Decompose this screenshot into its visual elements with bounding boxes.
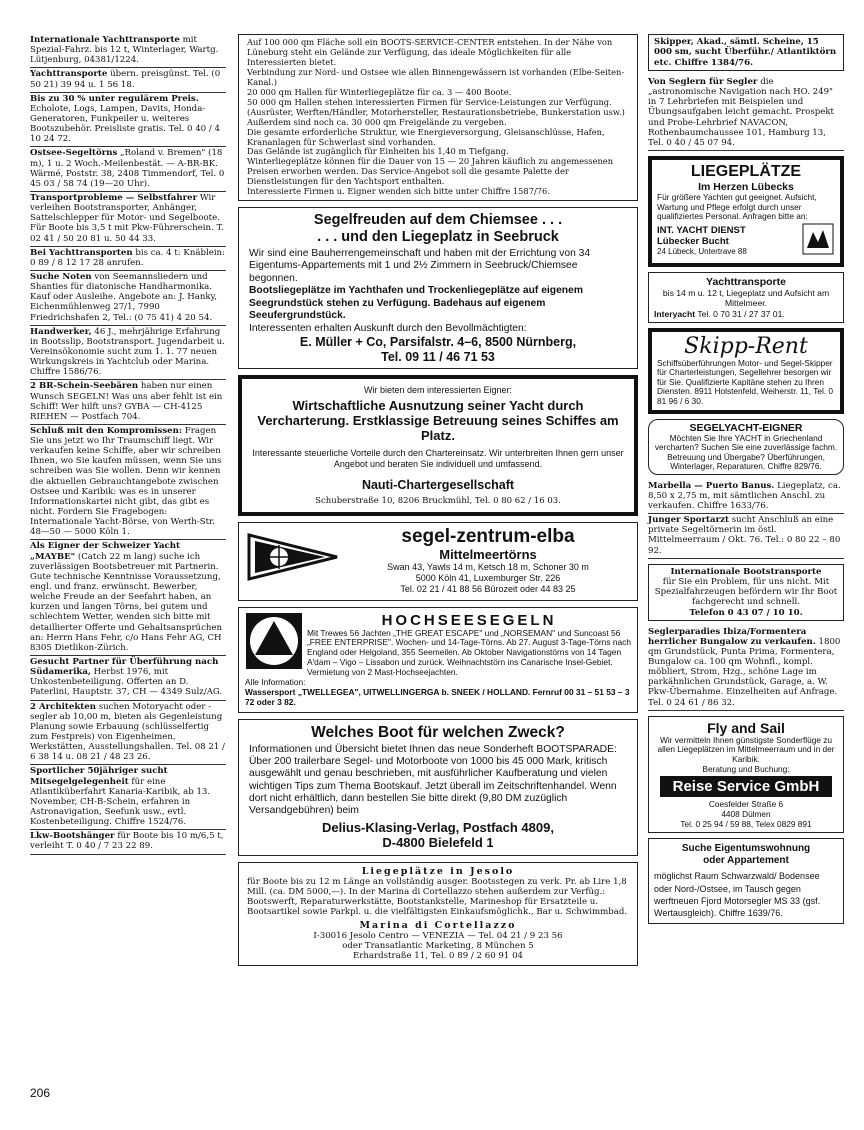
classified-body: Wir verleihen Bootstransporter, Anhänger, Sattelschlepper für Motor- und Segelboote. Für Boote bis 3,5 t mit Pkw-Führerschein. T. 02 41 / 50 20 81 u. 50 44 33.: [30, 192, 224, 244]
skipprent-logo: Skipp-Rent: [684, 333, 808, 359]
flysail-title: Fly and Sail: [707, 719, 785, 736]
ibiza-lead: Seglerparadies Ibiza/Formentera herrlicher Bungalow zu verkaufen.: [648, 626, 816, 647]
classified-body: „Roland v. Bremen" (18 m), 1 u. 2 Woch.-Meilenbestät. — A-BR-BK. Wärmé, Poststr. 38, 2408 Timmendorf, Tel. 0 45 03 / 58 74 (19—20 Uhr).: [30, 148, 225, 189]
classified-ad: [30, 192, 226, 247]
sportarzt-body: sucht Anschluß an eine private Segeltörnerin im östl. Mittelmeerraum / Okt. 76. Tel.: 0 80 22 – 80 92.: [648, 515, 841, 556]
classified-ad: [30, 326, 226, 381]
elba-boats: Swan 43, Yawls 14 m, Ketsch 18 m, Schoner 30 m: [387, 561, 589, 572]
fly-and-sail-ad: [648, 716, 844, 834]
liegeplaetze-luebeck-ad: [648, 156, 844, 267]
classified-ad: [30, 656, 226, 701]
service-center-line: (Ausrüster, Werften/Händler, Motorhersteller, Restaurationsbetriebe, Bunkerstation usw.): [247, 106, 625, 117]
segelyacht-eigner-ad: [648, 419, 844, 475]
chiemsee-subtitle: . . . und den Liegeplatz in Seebruck: [317, 228, 559, 245]
yachttransporte-title: Yachttransporte: [706, 275, 786, 288]
elba-title: segel-zentrum-elba: [401, 525, 575, 547]
classified-lead: Transportprobleme — Selbstfahrer: [30, 192, 198, 203]
classified-lead: 2 Architekten: [30, 701, 96, 712]
jesolo-line1: I-30016 Jesolo Centro — VENEZIA — Tel. 04 21 / 9 23 56: [313, 930, 563, 941]
service-center-line: Auf 100 000 qm Fläche soll ein BOOTS-SERVICE-CENTER entstehen. In der Nähe von Lüneburg steht ein Gelände zur Verfügung, das ideale Möglichkeiten für alle Interessierten bietet.: [247, 37, 613, 67]
service-center-line: 50 000 qm Hallen stehen interessierten Firmen für Service-Leistungen zur Verfügung.: [247, 96, 612, 107]
bootsparade-body: Informationen und Übersicht bietet Ihnen das neue Sonderheft BOOTSPARADE: Über 200 trailerbare Segel- und Motorboote von 1000 bis 45 000 Mark, kritisch ausgewählt und genau beschrieben, mit ausführlicher Kaufberatung und vielen wichtigen Tips zum Thema Bootskauf. Jetzt überall im Zeitschriftenhandel. Wenn dort nicht erhältlich, dann bestellen Sie bitte direkt (9,80 DM zuzüglich Versandgebühren) beim: [249, 743, 617, 817]
page-number: 206: [30, 1086, 51, 1100]
service-center-line: Außerdem sind noch ca. 30 000 qm Freigelände zu vergeben.: [247, 116, 507, 127]
sportarzt-ad: [648, 514, 844, 559]
nauti-intro: Wir bieten dem interessierten Eigner:: [363, 385, 513, 396]
publisher-name: Delius-Klasing-Verlag, Postfach 4809,: [322, 819, 554, 835]
classified-ad: [30, 701, 226, 766]
classified-lead: Ostsee-Segeltörns: [30, 148, 118, 159]
intl-transport-body: für Sie ein Problem, für uns nicht. Mit Spezialfahrzeugen befördern wir Ihr Boot fachgerecht und schnell.: [654, 576, 838, 608]
liegeplaetze-body: Für größere Yachten gut geeignet. Aufsicht, Wartung und Pflege erfolgt durch unser qualifiziertes Personal. Anfragen bitte an:: [657, 192, 817, 222]
marina-name: Marina di Cortellazzo: [359, 919, 517, 931]
classified-lead: Bis zu 30 % unter regulärem Preis.: [30, 93, 199, 104]
skipprent-body: Schiffsüberführungen Motor- und Segel-Skipper für Charterleistungen, Segellehrer besorgen wir für Sie. Qualifizierte Kapitäne stehen zu Ihren Diensten. 8911 Holstenfeld, Weiherstr. 11, Tel. 0 81 96 / 6 30.: [657, 357, 834, 406]
jesolo-line3: Erhardstraße 11, Tel. 0 89 / 2 60 91 04: [352, 951, 524, 962]
skipprent-ad: [648, 328, 844, 414]
marbella-body: Liegeplatz, ca. 8,50 x 2,75 m, mit sämtlichen Anschl. zu verkaufen. Chiffre 1633/76.: [648, 480, 841, 511]
classified-ad: [30, 271, 226, 326]
classified-ad: [30, 540, 226, 656]
liegeplaetze-place: Lübecker Bucht: [657, 236, 729, 248]
marbella-ad: [648, 480, 844, 514]
classified-body: suchen Motoryacht oder -segler ab 10,00 m, bieten als Gegenleistung Planung sowie Erbauung (schlüsselfertig zum Festpreis) von Eigenheimen, Werkstätten, Ausstellungshallen. Tel. 08 21 / 6 38 14 u. 08 21 / 48 23 26.: [30, 701, 225, 763]
jesolo-ad: [238, 862, 638, 966]
classified-ad: [30, 380, 226, 425]
elba-ad: [238, 522, 638, 601]
classified-ad: [30, 830, 226, 854]
classified-body: haben nur einen Wunsch SEGELN! Was uns aber fehlt ist ein Schiff! Wer hilft uns? GYBA — CH-4125 RIEHEN — Postfach 704.: [30, 381, 223, 422]
service-center-line: Winterliegeplätze können für die Dauer von 15 — 20 Jahren käuflich zu angemessenen Preisen erworben werden. Das Service-Angebot soll die gesamte Palette der Dienstleistungen für den Yachtsport enthalten.: [247, 156, 614, 187]
classified-lead: 2 BR-Schein-Seebären: [30, 381, 139, 392]
classified-lead: Lkw-Bootshänger: [30, 831, 115, 842]
yachttransporte-ad: [648, 272, 844, 323]
service-center-line: Verbindung zur Nord- und Ostsee wie allen Binnengewässern ist vorhanden (Elbe-Seiten-Kanal.): [247, 66, 625, 87]
classified-lead: Yachttransporte: [30, 69, 108, 80]
middle-ads-column: [238, 34, 638, 971]
flysail-address2: 4408 Dülmen: [721, 809, 771, 820]
classified-lead: Handwerker,: [30, 326, 92, 337]
flysail-beratung: Beratung und Buchung:: [702, 764, 790, 775]
classified-body: für eine Atlantiküberfahrt Kanaria-Karibik, ab 13. November, CH-B-Schein, erfahren in Astronavigation, Seefunk usw., evtl. Kostenbeteiligung. Chiffre 1524/76.: [30, 776, 211, 828]
classified-lead: Als Eigner der Schweizer Yacht „MAYBE": [30, 541, 180, 562]
nauti-address: Schuberstraße 10, 8206 Bruckmühl, Tel. 0 80 62 / 16 03.: [315, 495, 561, 506]
bootsparade-ad: [238, 719, 638, 856]
service-center-text: [247, 38, 629, 197]
classified-ad: [30, 147, 226, 192]
classified-body: bis ca. 4 t: Knäblein: 0 89 / 8 12 17 28 anrufen.: [30, 247, 225, 268]
elba-phone: Tel. 02 21 / 41 88 56 Bürozeit oder 44 83 25: [400, 584, 576, 595]
liegeplaetze-subtitle: Im Herzen Lübecks: [698, 181, 794, 194]
sportarzt-lead: Junger Sportarzt: [648, 515, 729, 526]
classified-ad: [30, 425, 226, 541]
classified-body: (Catch 22 m lang) suche ich zuverlässigen Bootsbetreuer mit Partnerin. Gute technische Kenntnisse Voraussetzung, engl. und franz. erwünscht. Bewerber, welche Freude an der Seefahrt haben, an kurzen und langen Törns, bei gutem und schlechtem Wetter, wenden sich bitte mit detaillierter Offerte und Gehaltsansprüchen an: Herrn Hans Fehr, c/o Hans Fehr AG, CH 8305 Dietlikon-Zürich.: [30, 551, 223, 653]
chiemsee-contact: E. Müller + Co, Parsifalstr. 4–6, 8500 Nürnberg,: [299, 335, 577, 350]
classified-ad: [30, 247, 226, 271]
left-classifieds-column: [30, 34, 226, 855]
classified-body: Fragen Sie uns jetzt wo Ihr Traumschiff liegt. Wir verkaufen keine Schiffe, aber wir schreiben Ihnen, wo Sie kaufen müssen, wenn Sie uns schreiben was Sie wollen. Denn wir kennen die aktuellen Gebrauchtangebote zwischen Ostsee und Karibik: was es in unserer Informationskartei nicht gibt, das gibt es nicht. Fordern Sie Fragebogen: Internationale Yacht-Börse, von Werth-Str. 48—50 — 5000 Köln 1.: [30, 425, 222, 538]
classified-body: für Boote bis 10 m/6,5 t, verleiht T. 0 40 / 7 23 22 89.: [30, 831, 224, 852]
ibiza-ad: [648, 626, 844, 711]
interyacht-name: Interyacht: [654, 308, 696, 319]
intl-transport-phone: Telefon 0 43 07 / 10 10.: [689, 607, 803, 618]
yachttransporte-body: bis 14 m u. 12 t, Liegeplatz und Aufsicht am Mittelmeer.: [662, 288, 830, 309]
chiemsee-title: Segelfreuden auf dem Chiemsee . . .: [313, 212, 563, 229]
reise-service-logo: Reise Service GmbH: [660, 776, 832, 797]
jesolo-title: Liegeplätze in Jesolo: [361, 865, 515, 877]
interyacht-phone: Tel. 0 70 31 / 27 37 01.: [697, 308, 785, 319]
eigentum-title1: Suche Eigentumswohnung: [681, 843, 811, 855]
right-ads-column: [648, 34, 844, 929]
classified-lead: Gesucht Partner für Überführung nach Südamerika,: [30, 657, 219, 678]
hochsee-info-label: Alle Information:: [245, 677, 306, 688]
liegeplaetze-address: 24 Lübeck, Untertrave 88: [657, 247, 747, 257]
service-center-line: 20 000 qm Hallen für Winterliegeplätze für ca. 3 — 400 Boote.: [247, 86, 512, 97]
flysail-phone: Tel. 0 25 94 / 59 88, Telex 0829 891: [680, 819, 812, 830]
eigentum-body: möglichst Raum Schwarzwald/ Bodensee oder Nord-/Ostsee, im Tausch gegen werftneuen Fjord Motorsegler MS 33 (gsf. Wertausgleich). Chiffre 1639/76.: [654, 871, 821, 918]
marbella-lead: Marbella — Puerto Banus.: [648, 480, 775, 491]
elba-address: 5000 Köln 41, Luxemburger Str. 226: [415, 573, 561, 584]
classified-lead: Internationale Yachttransporte: [30, 35, 180, 45]
nauti-body: Interessante steuerliche Vorteile durch den Chartereinsatz. Wir unterbreiten Ihnen gern unser Angebot und beraten Sie individuell und umfassend.: [252, 447, 624, 470]
service-center-ad: [238, 34, 638, 201]
navigation-body: die „astronomische Navigation nach HO. 249" in 7 Lehrbriefen mit Beispielen und Übungsaufgaben leicht gemacht. Prospekt und Probe-Lehrbrief NAVACON, Rothenbaumchaussee 101, Hamburg 13, Tel. 0 40 / 45 07 94.: [648, 76, 835, 148]
classified-lead: Sportlicher 50jähriger sucht Mitsegelgelegenheit: [30, 766, 168, 787]
segelyacht-body: Möchten Sie Ihre YACHT in Griechenland vercharten? Suchen Sie eine zuverlässige fachm. Betreuung und Übergabe? Überführungen, Winterlager, Reparaturen. Chiffre 829/76.: [654, 432, 838, 472]
classified-lead: Bei Yachttransporten: [30, 247, 133, 258]
classified-body: Echolote, Logs, Lampen, Davits, Honda-Generatoren, Funkpeiler u. weiteres Bootszubehör. Preisliste gratis. Tel. 0 40 / 4 10 24 72.: [30, 103, 220, 145]
liegeplaetze-company: INT. YACHT DIENST: [657, 225, 746, 237]
classified-ad: [30, 765, 226, 830]
crest-image: [801, 222, 835, 260]
ibiza-body: 1800 qm Grundstück, Punta Prima, Formentera, Bungalow ca. 100 qm Wohnfl., kompl. möbliert, Strom, Hzg., schöne Lage im parkähnlichen Grundstück, Garage, a. W. Pkw-Übernahme. Einzelheiten auf Anfrage. Tel. 0 24 61 / 86 32.: [648, 636, 841, 708]
bootsparade-title: Welches Boot für welchen Zweck?: [311, 723, 565, 741]
jesolo-line2: oder Transatlantic Marketing, 8 München 5: [342, 941, 534, 952]
hochsee-info: Wassersport „TWELLEGEA", UITWELLINGERGA b. SNEEK / HOLLAND. Fernruf 00 31 – 51 53 – 3 72 oder 3 82.: [245, 686, 630, 707]
hochsee-triangle-logo: [245, 612, 307, 679]
chiemsee-moorings: Bootsliegeplätze im Yachthafen und Trockenliegeplätze auf eigenem Seegrundstück stehen zu Verfügung. Badehaus auf eigenem Seeufergrundstück.: [249, 285, 583, 322]
hochsee-title: HOCHSEESEGELN: [381, 611, 557, 629]
chiemsee-contact-intro: Interessenten erhalten Auskunft durch den Bevollmächtigten:: [249, 322, 527, 334]
classified-body: von Seemannsliedern und Shanties für diatonische Handharmonika. Kauf oder Ausleihe. Angebote an: J. Hanky, Eichenmühlenweg 27/1, 7990 Friedrichshafen 2, Tel.: (0 75 41) 4 20 54.: [30, 271, 218, 323]
chiemsee-phone: Tel. 09 11 / 46 71 53: [381, 349, 495, 364]
liegeplaetze-title: LIEGEPLÄTZE: [690, 162, 802, 180]
classified-ad: [30, 93, 226, 148]
hochsee-body: Mit Trewes 56 Jachten „THE GREAT ESCAPE" und „NORSEMAN" und Suncoast 56 „FREE ENTERPRISE". Wochen- und 14-Tage-Törns. Ab 27. August 3-Tage-Törns nach England oder Helgoland, 355 Seemeilen. Ab Oktober Navigationstörns von 14 Tagen A'dam – Vigo – Lissabon und zurück. Weihnachtstörn ins Canarische Insel-Gebiet. Vermietung von 2 Mast-Hochseejachten.: [307, 627, 632, 678]
service-center-line: Die gesamte erforderliche Struktur, wie Energieversorgung, Gleisanschlüsse, Hafen, Krananlagen für Schwerlast sind vorhanden.: [247, 126, 605, 147]
navigation-course-ad: [648, 76, 844, 151]
chiemsee-ad: [238, 207, 638, 369]
classified-lead: Schluß mit den Kompromissen:: [30, 425, 183, 436]
eigentum-title2: oder Appartement: [703, 854, 789, 866]
flysail-body: Wir vermitteln Ihnen günstigste Sonderflüge zu allen Liegeplätzen im Mittelmeerraum und in der Karibik.: [657, 734, 835, 764]
intl-bootstransporte-ad: [648, 564, 844, 621]
segelyacht-title: SEGELYACHT-EIGNER: [689, 421, 803, 434]
nauti-headline: Wirtschaftliche Ausnutzung seiner Yacht durch Vercharterung. Erstklassige Betreuung seines Schiffes am Platz.: [257, 398, 619, 444]
nauti-charter-ad: [238, 375, 638, 516]
intl-transport-title: Internationale Bootstransporte: [670, 566, 822, 577]
classified-body: Herbst 1976, mit Unkostenbeteiligung. Offerten an D. Paterlini, Hauptstr. 37, CH — 4349 Sulz/AG.: [30, 667, 223, 698]
skipper-ad: Skipper, Akad., sämtl. Scheine, 15 000 sm, sucht Überführ./ Atlantiktörn etc. Chiffre 1384/76.: [648, 34, 844, 71]
chiemsee-body: Wir sind eine Bauherrengemeinschaft und haben mit der Errichtung von 34 Eigentums-Appartements mit 1 und 2½ Zimmern in Seebruck/Chiemsee begonnen.: [249, 247, 591, 284]
service-center-line: Interessierte Firmen u. Eigner wenden sich bitte unter Chiffre 1587/76.: [247, 186, 550, 197]
publisher-city: D-4800 Bielefeld 1: [382, 834, 494, 850]
classified-body: mit Spezial-Fahrz. bis 12 t, Winterlager, Wartg. Lütjenburg, 04381/1224.: [30, 35, 219, 66]
navigation-lead: Von Seglern für Segler: [648, 76, 758, 87]
classified-ad: [30, 34, 226, 68]
jesolo-body: für Boote bis zu 12 m Länge an vollständig ausger. Bootsstegen zu verk. Pr. ab Lire 1,8 Mill. (ca. DM 5000,—). In der Marina di Cortellazzo stehen außerdem zur Verfüg.: Bootswerft, Reparaturwerkstätte, Bootstankstelle, Marineshop für Ersatzteile u. Bootsartikel sowie Parkpl. u. die vielfältigsten Einkaufsmöglichk., Bar u. Schwimmbad.: [247, 876, 628, 918]
classified-body: 46 J., mehrjährige Erfahrung in Bootsslip, Bootstransport. Jugendarbeit u. Vereinsökonomie sucht zum 1. 1. 77 neuen Wirkungskreis in Yachtclub oder Marina. Chiffre 1586/76.: [30, 326, 225, 378]
eigentumswohnung-ad: [648, 838, 844, 924]
elba-pennant-logo: [245, 527, 345, 596]
nauti-company: Nauti-Chartergesellschaft: [361, 478, 515, 493]
service-center-line: Das Gelände ist zugänglich für Einheiten bis 1,40 m Tiefgang.: [247, 146, 509, 157]
classified-body: übern. preisgünst. Tel. (0 50 21) 39 94 u. 1 56 18.: [30, 69, 221, 90]
classified-lead: Suche Noten: [30, 271, 92, 282]
flysail-address1: Coesfelder Straße 6: [708, 799, 784, 810]
hochsee-ad: [238, 607, 638, 713]
elba-subtitle: Mittelmeertörns: [439, 546, 537, 562]
classified-ad: [30, 68, 226, 92]
